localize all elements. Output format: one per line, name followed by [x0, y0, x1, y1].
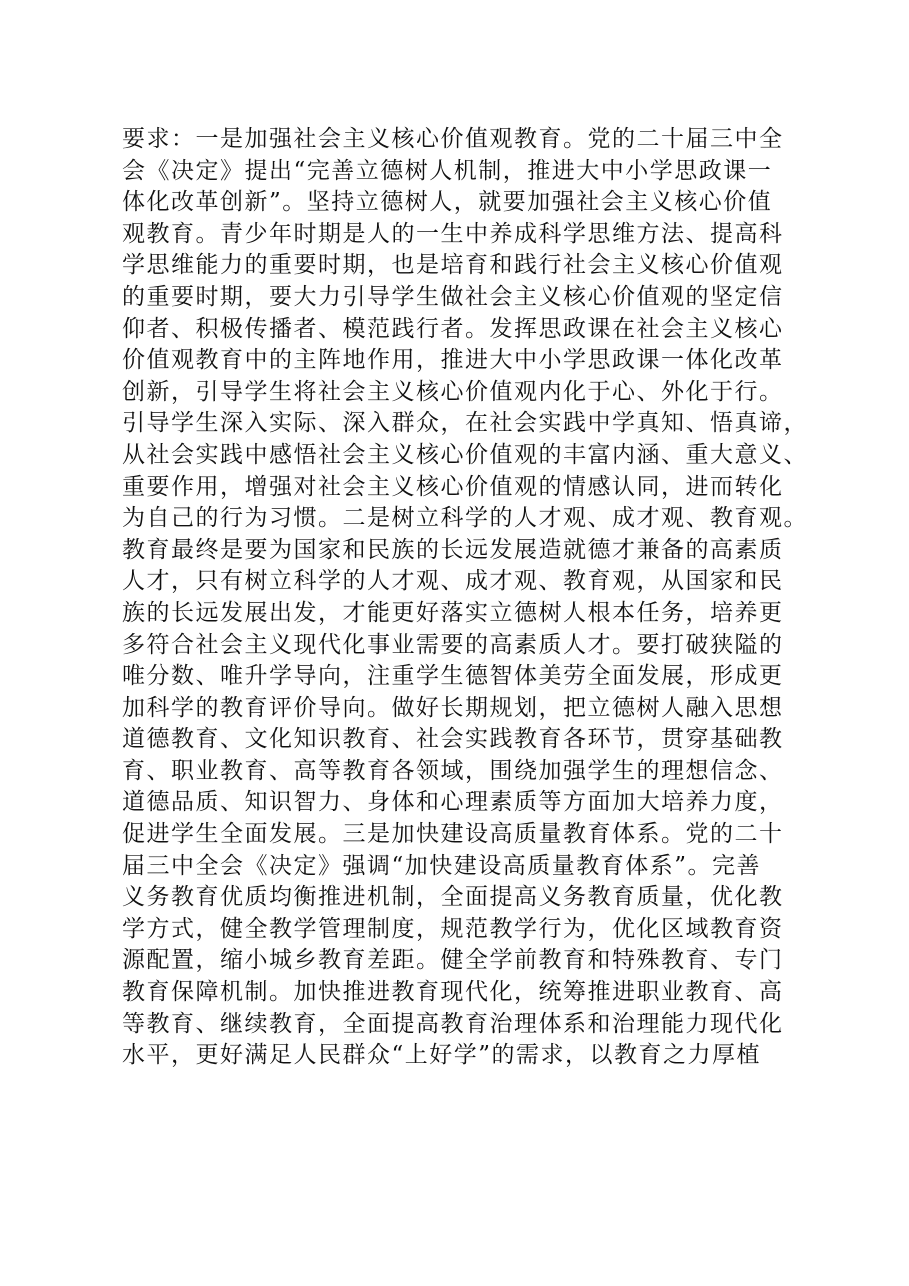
text-line: 体化改革创新”。坚持立德树人，就要加强社会主义核心价值 [122, 189, 773, 216]
text-line: 会《决定》提出“完善立德树人机制，推进大中小学思政课一 [122, 157, 773, 184]
text-line: 义务教育优质均衡推进机制，全面提高义务教育质量，优化教 [122, 884, 784, 911]
text-line: 学方式，健全教学管理制度，规范教学行为，优化区域教育资 [122, 915, 784, 942]
text-line: 创新，引导学生将社会主义核心价值观内化于心、外化于行。 [122, 378, 784, 405]
text-line: 仰者、积极传播者、模范践行者。发挥思政课在社会主义核心 [122, 315, 784, 342]
text-line: 唯分数、唯升学导向，注重学生德智体美劳全面发展，形成更 [122, 663, 784, 690]
text-line: 为自己的行为习惯。二是树立科学的人才观、成才观、教育观。 [122, 505, 808, 532]
text-line: 促进学生全面发展。三是加快建设高质量教育体系。党的二十 [122, 821, 784, 848]
text-line: 育、职业教育、高等教育各领域，围绕加强学生的理想信念、 [122, 757, 784, 784]
text-line: 重要作用，增强对社会主义核心价值观的情感认同，进而转化 [122, 473, 784, 500]
text-line: 要求：一是加强社会主义核心价值观教育。党的二十届三中全 [122, 126, 784, 152]
text-line: 加科学的教育评价导向。做好长期规划，把立德树人融入思想 [122, 694, 784, 721]
text-line: 学思维能力的重要时期，也是培育和践行社会主义核心价值观 [122, 252, 784, 279]
text-line: 源配置，缩小城乡教育差距。健全学前教育和特殊教育、专门 [122, 947, 784, 974]
text-line: 多符合社会主义现代化事业需要的高素质人才。要打破狭隘的 [122, 631, 784, 658]
text-line: 教育保障机制。加快推进教育现代化，统筹推进职业教育、高 [122, 979, 784, 1006]
text-line: 教育最终是要为国家和民族的长远发展造就德才兼备的高素质 [122, 536, 784, 563]
text-line: 等教育、继续教育，全面提高教育治理体系和治理能力现代化 [122, 1010, 784, 1037]
text-line: 价值观教育中的主阵地作用，推进大中小学思政课一体化改革 [122, 347, 784, 374]
text-line: 道德品质、知识智力、身体和心理素质等方面加大培养力度， [122, 789, 784, 816]
text-line: 道德教育、文化知识教育、社会实践教育各环节，贯穿基础教 [122, 726, 784, 753]
text-line: 从社会实践中感悟社会主义核心价值观的丰富内涵、重大意义、 [122, 441, 808, 468]
text-line: 届三中全会《决定》强调“加快建设高质量教育体系”。完善 [122, 852, 762, 879]
text-line: 的重要时期，要大力引导学生做社会主义核心价值观的坚定信 [122, 283, 784, 310]
body-text [122, 124, 822, 1072]
text-line: 人才，只有树立科学的人才观、成才观、教育观，从国家和民 [122, 568, 784, 595]
text-line: 观教育。青少年时期是人的一生中养成科学思维方法、提高科 [122, 220, 784, 247]
text-line: 水平，更好满足人民群众“上好学”的需求，以教育之力厚植 [122, 1042, 762, 1069]
text-line: 族的长远发展出发，才能更好落实立德树人根本任务，培养更 [122, 599, 784, 626]
text-line: 引导学生深入实际、深入群众，在社会实践中学真知、悟真谛， [122, 410, 808, 437]
